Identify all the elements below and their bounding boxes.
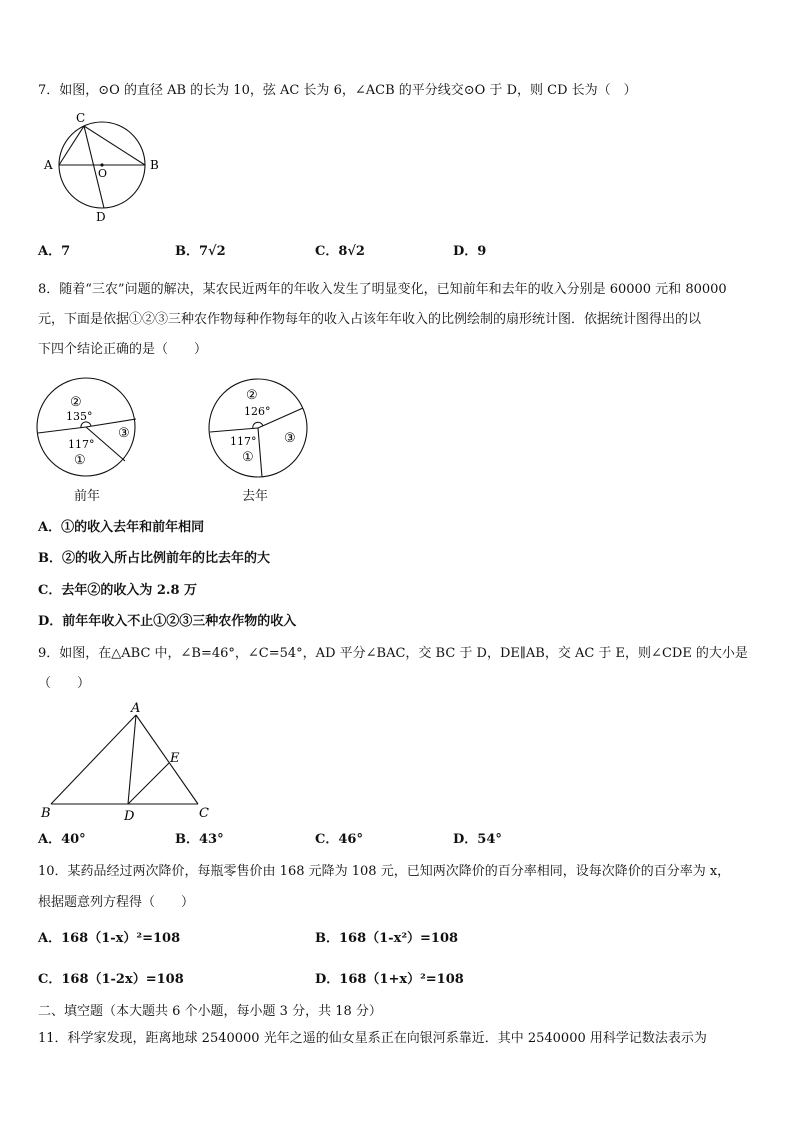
pie2-angle-126: 126° [244, 405, 271, 418]
q8-option-b: B．②的收入所占比例前年的比去年的大 [38, 551, 270, 566]
segment-de [128, 763, 169, 804]
q9-stem-line2: （ ） [38, 676, 91, 691]
section-2-heading: 二、填空题（本大题共 6 个小题，每小题 3 分，共 18 分） [38, 1004, 382, 1019]
chord-bc [84, 126, 145, 165]
label-b: B [150, 158, 159, 172]
pie2-caption: 去年 [242, 489, 269, 504]
q9-option-c: C．46° [315, 832, 363, 847]
pie2-label-3: ③ [284, 431, 296, 446]
q8-stem-line2: 元，下面是依据①②③三种农作物每种作物每年的收入占该年年收入的比例绘制的扇形统计图．依据统计图得出的以 [38, 312, 702, 327]
pie2-label-2: ② [246, 388, 258, 403]
q10-stem-line1: 10．某药品经过两次降价，每瓶零售价由 168 元降为 108 元，已知两次降价的百分率相同，设每次降价的百分率为 x， [38, 864, 731, 879]
q10-option-d: D．168（1+x）²=108 [315, 972, 464, 987]
q9-option-a: A．40° [38, 832, 86, 847]
q7-option-b: B．7√2 [175, 244, 226, 259]
pie1-angle-135: 135° [66, 410, 93, 423]
q9-triangle-figure [36, 700, 226, 825]
side-ab [51, 715, 136, 804]
q10-stem-line2: 根据题意列方程得（ ） [38, 895, 195, 910]
label-d: D [124, 809, 135, 824]
q10-option-b: B．168（1-x²）=108 [315, 931, 459, 946]
pie2-label-1: ① [242, 450, 254, 465]
q9-stem-line1: 9．如图，在△ABC 中，∠B=46°，∠C=54°，AD 平分∠BAC，交 BC 于 D，DE∥AB，交 AC 于 E，则∠CDE 的大小是 [38, 646, 748, 661]
pie2-angle-117: 117° [230, 435, 257, 448]
label-e: E [170, 751, 180, 766]
pie1-label-2: ② [70, 395, 82, 410]
pie1-label-3: ③ [118, 426, 130, 441]
q10-option-a: A．168（1-x）²=108 [38, 931, 181, 946]
q7-stem: 7．如图，⊙O 的直径 AB 的长为 10，弦 AC 长为 6，∠ACB 的平分线交⊙O 于 D，则 CD 长为（ ） [38, 83, 637, 98]
q10-option-c: C．168（1-2x）=108 [38, 972, 184, 987]
pie1-radius-2 [38, 427, 86, 433]
side-ac [136, 715, 198, 804]
label-d: D [96, 210, 106, 224]
q7-option-d: D．9 [453, 244, 487, 259]
q7-option-a: A．7 [38, 244, 71, 259]
label-o: O [98, 167, 108, 180]
q8-stem-line1: 8．随着“三农”问题的解决，某农民近两年的年收入发生了明显变化，已知前年和去年的收入分别是 60000 元和 80000 [38, 282, 727, 297]
pie1-caption: 前年 [74, 489, 101, 504]
pie-chart-last-year [206, 374, 318, 486]
segment-ad [128, 715, 136, 804]
label-a: A [131, 701, 141, 716]
q8-option-c: C．去年②的收入为 2.8 万 [38, 583, 198, 598]
q11-stem: 11．科学家发现，距离地球 2540000 光年之遥的仙女星系正在向银河系靠近．其中 2540000 用科学记数法表示为 [38, 1031, 707, 1046]
q7-option-c: C．8√2 [315, 244, 365, 259]
pie1-label-1: ① [74, 453, 86, 468]
pie2-radius-2 [210, 428, 258, 432]
label-b: B [41, 806, 51, 821]
label-c: C [76, 111, 86, 125]
q9-option-d: D．54° [453, 832, 502, 847]
q8-stem-line3: 下四个结论正确的是（ ） [38, 342, 208, 357]
label-a: A [44, 158, 53, 172]
q8-option-d: D．前年年收入不止①②③三种农作物的收入 [38, 614, 297, 629]
pie2-radius-3 [258, 428, 262, 477]
q7-circle-figure [40, 110, 170, 225]
q9-option-b: B．43° [175, 832, 224, 847]
pie-chart-previous-year [34, 370, 146, 482]
q8-option-a: A．①的收入去年和前年相同 [38, 520, 205, 535]
chord-ac [59, 126, 84, 165]
label-c: C [199, 806, 209, 821]
pie1-angle-117: 117° [68, 438, 95, 451]
